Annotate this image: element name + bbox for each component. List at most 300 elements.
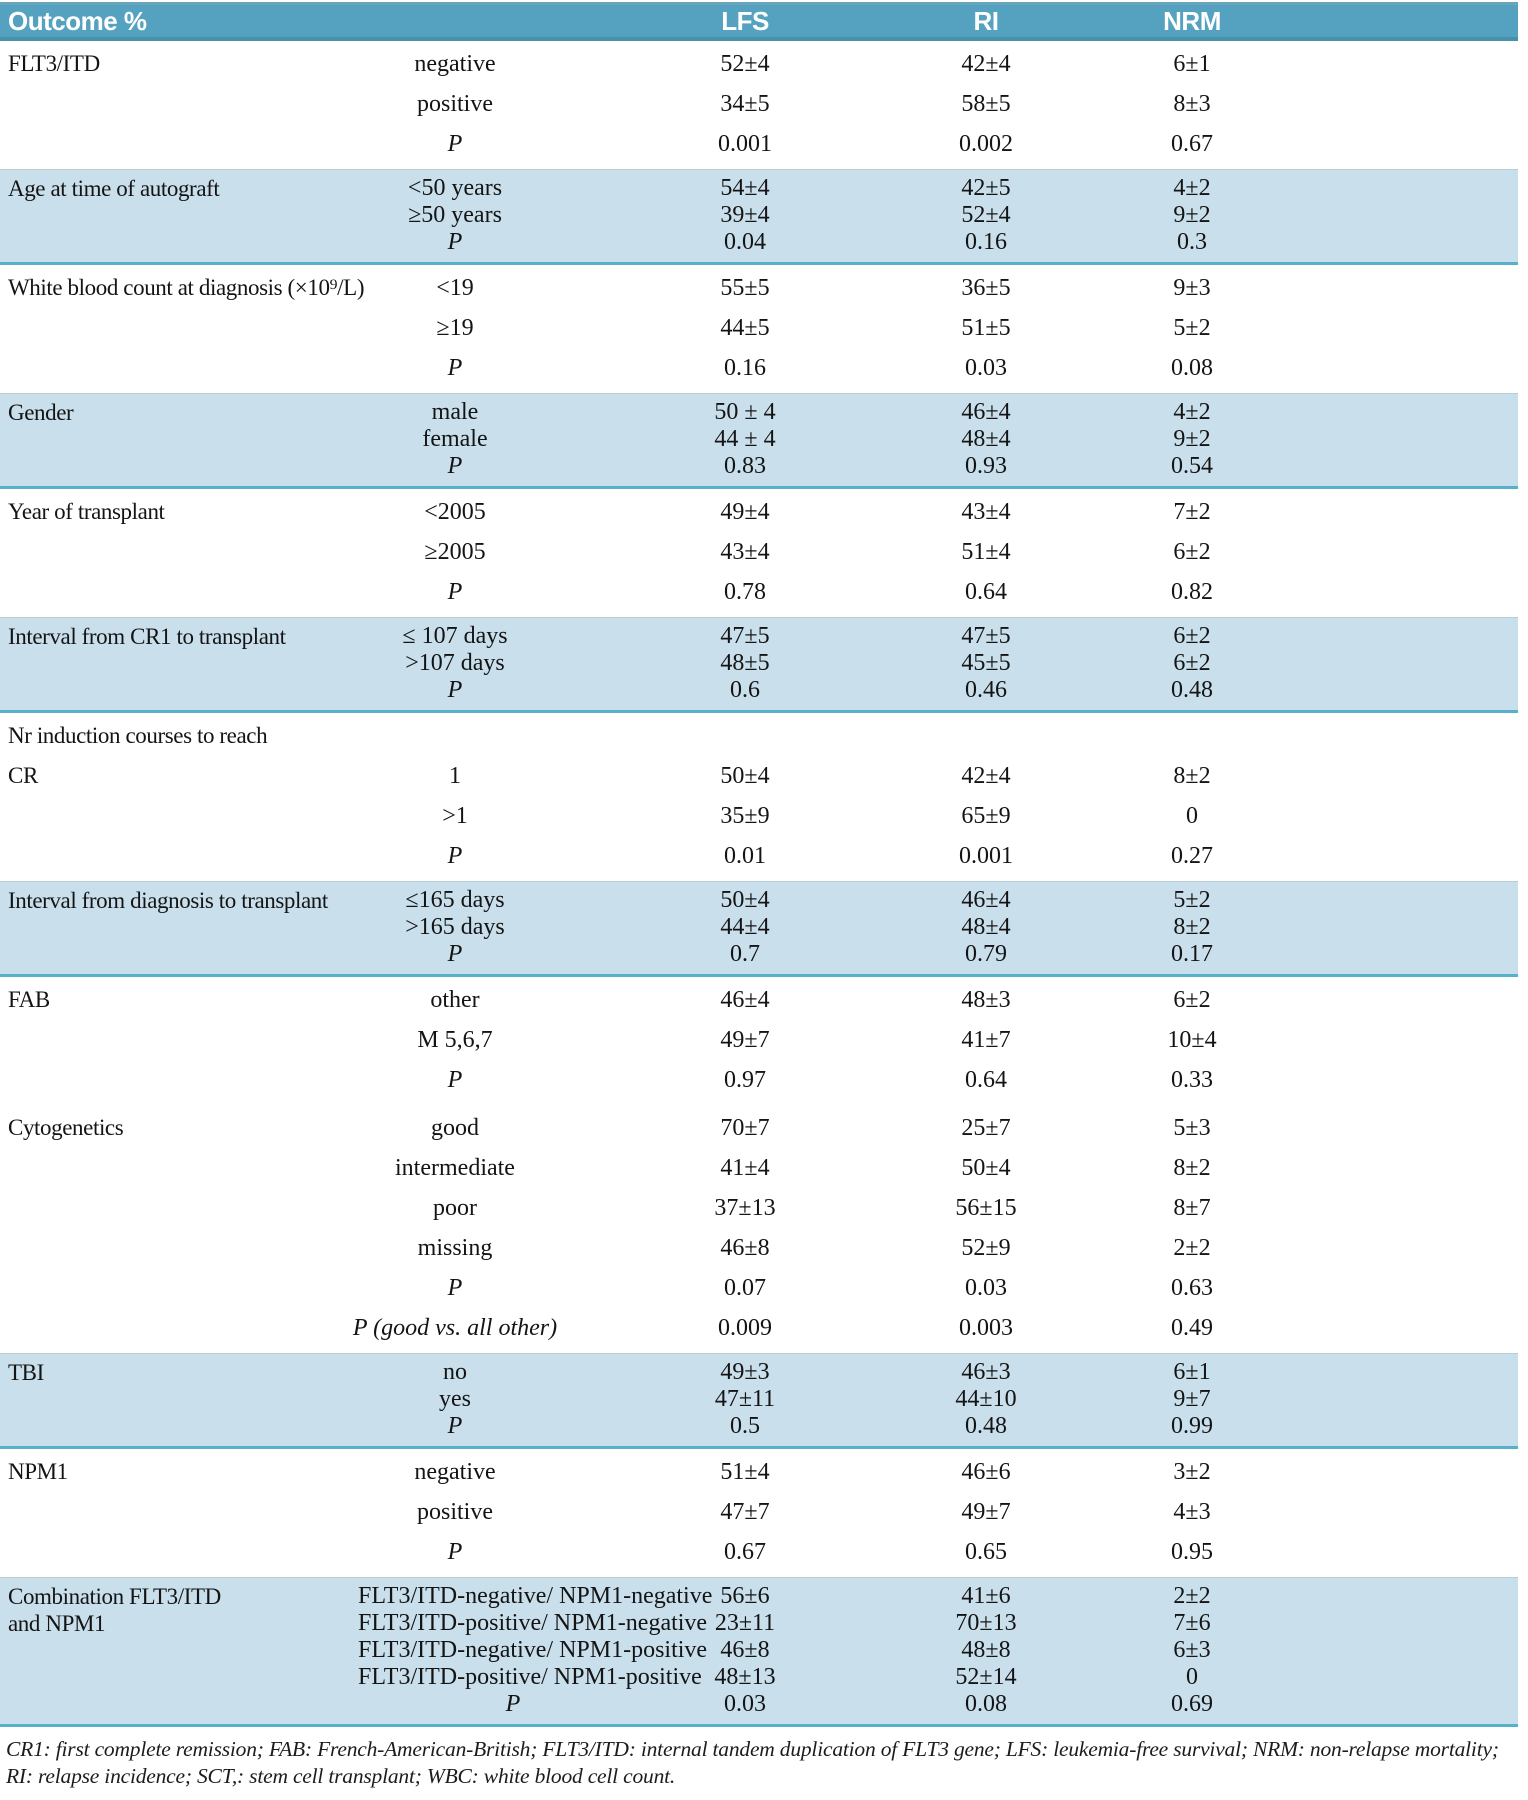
row-category: P — [447, 1275, 463, 1301]
header-lfs: LFS — [721, 6, 769, 36]
row-label — [0, 1060, 300, 1100]
table-row — [0, 1308, 1518, 1348]
row-filler — [1292, 1583, 1518, 1610]
table-row — [0, 84, 1518, 124]
row-filler — [1292, 308, 1518, 348]
lfs-value: 0.6 — [730, 677, 760, 703]
row-label — [0, 1188, 300, 1228]
ri-value: 43±4 — [961, 499, 1011, 525]
row-label: Cytogenetics — [8, 1115, 124, 1140]
table-row — [0, 1691, 1518, 1718]
row-label: Gender — [8, 400, 74, 425]
row-label: and NPM1 — [8, 1611, 106, 1636]
table-row — [0, 623, 1518, 650]
nrm-value: 0.63 — [1171, 1275, 1213, 1301]
lfs-value: 39±4 — [720, 202, 770, 228]
row-category: P (good vs. all other) — [352, 1315, 558, 1341]
nrm-value: 4±2 — [1173, 175, 1211, 201]
ri-value: 65±9 — [961, 803, 1011, 829]
row-label — [0, 1492, 300, 1532]
nrm-value: 9±2 — [1173, 426, 1211, 452]
lfs-value: 0.07 — [724, 1275, 766, 1301]
row-label — [0, 1020, 300, 1060]
nrm-value: 8±2 — [1173, 914, 1211, 940]
row-filler — [1292, 1268, 1518, 1308]
row-label — [0, 202, 300, 229]
row-filler — [1292, 348, 1518, 388]
table-row — [0, 836, 1518, 876]
row-label — [0, 1664, 300, 1691]
row-label — [0, 532, 300, 572]
ri-value: 51±4 — [961, 539, 1011, 565]
lfs-value: 55±5 — [720, 275, 770, 301]
nrm-value: 0.67 — [1171, 131, 1213, 157]
row-label — [0, 572, 300, 612]
nrm-value: 0.49 — [1171, 1315, 1213, 1341]
ri-value: 36±5 — [961, 275, 1011, 301]
nrm-value: 6±2 — [1173, 650, 1211, 676]
row-filler — [1292, 1228, 1518, 1268]
nrm-value: 0 — [1186, 803, 1198, 829]
row-filler — [1292, 716, 1518, 756]
row-label: FAB — [8, 987, 50, 1012]
row-category: P — [447, 1539, 463, 1565]
row-label — [0, 1532, 300, 1572]
row-filler — [1292, 1359, 1518, 1386]
lfs-value: 48±5 — [720, 650, 770, 676]
row-category: ≥19 — [436, 315, 474, 341]
row-filler — [1292, 914, 1518, 941]
row-filler — [1292, 650, 1518, 677]
nrm-value: 0.33 — [1171, 1067, 1213, 1093]
row-label — [0, 1386, 300, 1413]
nrm-value: 3±2 — [1173, 1459, 1211, 1485]
row-filler — [1292, 84, 1518, 124]
table-section — [0, 1449, 1518, 1577]
lfs-value: 50 ± 4 — [714, 399, 776, 425]
ri-value: 46±6 — [961, 1459, 1011, 1485]
table-row — [0, 1228, 1518, 1268]
row-filler — [1292, 44, 1518, 84]
nrm-value: 8±7 — [1173, 1195, 1211, 1221]
row-filler — [1292, 1386, 1518, 1413]
row-label — [0, 426, 300, 453]
row-filler — [1292, 980, 1518, 1020]
row-label: Interval from CR1 to transplant — [8, 624, 286, 649]
table-row — [0, 1268, 1518, 1308]
table-row — [0, 650, 1518, 677]
ri-value: 0.03 — [965, 355, 1007, 381]
row-label — [0, 308, 300, 348]
row-label — [0, 1268, 300, 1308]
nrm-value: 5±2 — [1173, 887, 1211, 913]
lfs-value: 0.03 — [724, 1691, 766, 1717]
lfs-value: 50±4 — [720, 763, 770, 789]
row-filler — [1292, 941, 1518, 968]
row-label — [0, 1228, 300, 1268]
row-label: Age at time of autograft — [8, 176, 220, 201]
table-row — [0, 44, 1518, 84]
lfs-value: 47±7 — [720, 1499, 770, 1525]
row-filler — [1292, 623, 1518, 650]
row-filler — [1292, 1664, 1518, 1691]
row-filler — [1292, 453, 1518, 480]
ri-value: 0.64 — [965, 579, 1007, 605]
row-filler — [1292, 836, 1518, 876]
lfs-value: 0.5 — [730, 1413, 760, 1439]
row-filler — [1292, 1308, 1518, 1348]
row-label — [0, 836, 300, 876]
table-section — [0, 977, 1518, 1105]
row-category: no — [443, 1359, 467, 1385]
row-category: P — [447, 677, 463, 703]
nrm-value: 0.27 — [1171, 843, 1213, 869]
ri-value: 25±7 — [961, 1115, 1011, 1141]
nrm-value: 0.08 — [1171, 355, 1213, 381]
ri-value: 47±5 — [961, 623, 1011, 649]
row-category: P — [447, 1067, 463, 1093]
ri-value: 56±15 — [955, 1195, 1017, 1221]
ri-value: 0.46 — [965, 677, 1007, 703]
row-label — [0, 1691, 300, 1718]
table-footnote: CR1: first complete remission; FAB: French-American-British; FLT3/ITD: internal tandem duplication of FLT3 gene; LFS: leukemia-free survival; NRM: non-relapse mortality; RI: relapse incidence; SCT,: stem cell transplant; WBC: white blood cell count. — [6, 1737, 1499, 1788]
nrm-value: 7±6 — [1173, 1610, 1211, 1636]
table-section — [0, 489, 1518, 617]
row-filler — [1292, 1148, 1518, 1188]
table-row — [0, 1020, 1518, 1060]
row-filler — [1292, 1532, 1518, 1572]
nrm-value — [1092, 716, 1292, 756]
row-label: NPM1 — [8, 1459, 68, 1484]
lfs-value: 0.01 — [724, 843, 766, 869]
row-category: missing — [417, 1235, 493, 1261]
lfs-value: 52±4 — [720, 51, 770, 77]
row-label — [0, 1637, 300, 1664]
row-category: female — [422, 426, 488, 452]
table-row — [0, 1492, 1518, 1532]
row-category: >107 days — [405, 650, 505, 676]
table-row — [0, 1060, 1518, 1100]
row-label — [0, 348, 300, 388]
row-category: FLT3/ITD-positive/ NPM1-negative — [358, 1610, 708, 1636]
row-label — [0, 677, 300, 704]
row-filler — [1292, 677, 1518, 704]
ri-value: 48±8 — [961, 1637, 1011, 1663]
lfs-value: 37±13 — [714, 1195, 776, 1221]
nrm-value: 0.95 — [1171, 1539, 1213, 1565]
row-category: male — [431, 399, 479, 425]
row-filler — [1292, 532, 1518, 572]
ri-value: 0.002 — [959, 131, 1013, 157]
row-category: >1 — [442, 803, 468, 829]
lfs-value: 46±8 — [720, 1235, 770, 1261]
lfs-value: 46±8 — [720, 1637, 770, 1663]
table-row — [0, 1413, 1518, 1440]
row-label: Combination FLT3/ITD — [8, 1584, 221, 1609]
nrm-value: 4±2 — [1173, 399, 1211, 425]
row-filler — [1292, 268, 1518, 308]
table-body — [0, 41, 1518, 1727]
row-filler — [1292, 1020, 1518, 1060]
row-category: ≤165 days — [405, 887, 505, 913]
nrm-value: 8±2 — [1173, 1155, 1211, 1181]
row-filler — [1292, 1452, 1518, 1492]
row-category: intermediate — [395, 1155, 515, 1181]
row-filler — [1292, 124, 1518, 164]
nrm-value: 8±2 — [1173, 763, 1211, 789]
lfs-value: 49±3 — [720, 1359, 770, 1385]
table-row — [0, 229, 1518, 256]
ri-value: 52±14 — [955, 1664, 1017, 1690]
table-row — [0, 980, 1518, 1020]
table-row — [0, 677, 1518, 704]
row-filler — [1292, 1610, 1518, 1637]
nrm-value: 2±2 — [1173, 1235, 1211, 1261]
ri-value: 0.003 — [959, 1315, 1013, 1341]
ri-value: 0.001 — [959, 843, 1013, 869]
table-row — [0, 1532, 1518, 1572]
row-category: ≥2005 — [424, 539, 486, 565]
row-filler — [1292, 1108, 1518, 1148]
outcomes-table — [0, 2, 1518, 1790]
nrm-value: 7±2 — [1173, 499, 1211, 525]
table-row — [0, 1664, 1518, 1691]
row-category: FLT3/ITD-positive/ NPM1-positive — [358, 1664, 702, 1690]
lfs-value: 50±4 — [720, 887, 770, 913]
nrm-value: 6±2 — [1173, 539, 1211, 565]
lfs-value: 0.67 — [724, 1539, 766, 1565]
row-label — [0, 941, 300, 968]
ri-value: 46±4 — [961, 887, 1011, 913]
row-category: <19 — [436, 275, 474, 301]
ri-value: 52±4 — [961, 202, 1011, 228]
lfs-value: 44 ± 4 — [714, 426, 776, 452]
ri-value: 0.93 — [965, 453, 1007, 479]
table-row — [0, 1637, 1518, 1664]
row-category: negative — [414, 51, 496, 77]
header-spacer — [300, 5, 610, 37]
ri-value: 41±7 — [961, 1027, 1011, 1053]
lfs-value: 49±4 — [720, 499, 770, 525]
header-row — [0, 5, 1518, 37]
row-label — [0, 1148, 300, 1188]
nrm-value: 6±2 — [1173, 987, 1211, 1013]
row-category: poor — [433, 1195, 477, 1221]
header-nrm: NRM — [1163, 6, 1221, 36]
ri-value: 0.16 — [965, 229, 1007, 255]
row-category: good — [431, 1115, 479, 1141]
nrm-value: 6±3 — [1173, 1637, 1211, 1663]
row-category: other — [430, 987, 480, 1013]
table-row — [0, 572, 1518, 612]
ri-value: 41±6 — [961, 1583, 1011, 1609]
row-label: Nr induction courses to reach — [8, 723, 268, 748]
lfs-value: 44±4 — [720, 914, 770, 940]
ri-value: 52±9 — [961, 1235, 1011, 1261]
table-section — [0, 41, 1518, 169]
table-row — [0, 492, 1518, 532]
lfs-value: 23±11 — [714, 1610, 776, 1636]
ri-value: 0.64 — [965, 1067, 1007, 1093]
table-row — [0, 1583, 1518, 1610]
table-row — [0, 175, 1518, 202]
table-section — [0, 1577, 1518, 1727]
nrm-value: 9±2 — [1173, 202, 1211, 228]
row-filler — [1292, 1492, 1518, 1532]
table-section — [0, 169, 1518, 265]
ri-value: 46±4 — [961, 399, 1011, 425]
row-label — [0, 124, 300, 164]
ri-value: 51±5 — [961, 315, 1011, 341]
lfs-value: 0.78 — [724, 579, 766, 605]
nrm-value: 9±3 — [1173, 275, 1211, 301]
table-section — [0, 265, 1518, 393]
lfs-value: 0.001 — [718, 131, 772, 157]
row-category: positive — [417, 1499, 493, 1525]
ri-value: 70±13 — [955, 1610, 1017, 1636]
row-filler — [1292, 202, 1518, 229]
nrm-value: 0.82 — [1171, 579, 1213, 605]
lfs-value: 0.16 — [724, 355, 766, 381]
table-row — [0, 453, 1518, 480]
ri-value: 50±4 — [961, 1155, 1011, 1181]
row-category: P — [447, 131, 463, 157]
table-row — [0, 1610, 1518, 1637]
table-row — [0, 399, 1518, 426]
lfs-value: 0.04 — [724, 229, 766, 255]
lfs-value: 0.97 — [724, 1067, 766, 1093]
row-filler — [1292, 1637, 1518, 1664]
ri-value: 48±3 — [961, 987, 1011, 1013]
row-filler — [1292, 796, 1518, 836]
table-row — [0, 1359, 1518, 1386]
table-row — [0, 532, 1518, 572]
table-section — [0, 881, 1518, 977]
row-filler — [1292, 492, 1518, 532]
row-filler — [1292, 1060, 1518, 1100]
lfs-value: 0.83 — [724, 453, 766, 479]
ri-value: 0.08 — [965, 1691, 1007, 1717]
table-section — [0, 1353, 1518, 1449]
nrm-value: 5±2 — [1173, 315, 1211, 341]
row-category: ≥50 years — [408, 202, 502, 228]
row-category: M 5,6,7 — [417, 1027, 493, 1053]
nrm-value: 6±2 — [1173, 623, 1211, 649]
lfs-value: 35±9 — [720, 803, 770, 829]
row-category: P — [505, 1691, 521, 1717]
table-section — [0, 713, 1518, 881]
nrm-value: 0.17 — [1171, 941, 1213, 967]
ri-value: 58±5 — [961, 91, 1011, 117]
table-row — [0, 887, 1518, 914]
table-row — [0, 268, 1518, 308]
table-row — [0, 426, 1518, 453]
lfs-value: 0.009 — [718, 1315, 772, 1341]
row-category — [300, 716, 610, 756]
row-filler — [1292, 756, 1518, 796]
nrm-value: 0.3 — [1177, 229, 1207, 255]
ri-value: 48±4 — [961, 914, 1011, 940]
row-label: CR — [8, 763, 38, 788]
row-label — [0, 453, 300, 480]
lfs-value: 46±4 — [720, 987, 770, 1013]
lfs-value: 48±13 — [714, 1664, 776, 1690]
table-row — [0, 1108, 1518, 1148]
table-row — [0, 1188, 1518, 1228]
row-category: P — [447, 229, 463, 255]
nrm-value: 8±3 — [1173, 91, 1211, 117]
row-label: TBI — [8, 1360, 44, 1385]
row-filler — [1292, 1188, 1518, 1228]
row-filler — [1292, 229, 1518, 256]
row-label: White blood count at diagnosis (×10⁹/L) — [8, 275, 365, 300]
ri-value: 46±3 — [961, 1359, 1011, 1385]
table-row — [0, 796, 1518, 836]
nrm-value: 9±7 — [1173, 1386, 1211, 1412]
row-category: FLT3/ITD-negative/ NPM1-negative — [358, 1583, 713, 1609]
ri-value — [880, 716, 1092, 756]
row-category: negative — [414, 1459, 496, 1485]
table-section — [0, 393, 1518, 489]
table-section — [0, 617, 1518, 713]
row-filler — [1292, 426, 1518, 453]
row-label: Interval from diagnosis to transplant — [8, 888, 328, 913]
table-row — [0, 308, 1518, 348]
lfs-value: 34±5 — [720, 91, 770, 117]
ri-value: 48±4 — [961, 426, 1011, 452]
row-label: Year of transplant — [8, 499, 165, 524]
row-label — [0, 914, 300, 941]
row-category: P — [447, 941, 463, 967]
ri-value: 45±5 — [961, 650, 1011, 676]
lfs-value: 47±11 — [714, 1386, 776, 1412]
lfs-value: 70±7 — [720, 1115, 770, 1141]
row-filler — [1292, 399, 1518, 426]
row-category: >165 days — [405, 914, 505, 940]
row-category: P — [447, 579, 463, 605]
table-row — [0, 716, 1518, 756]
ri-value: 42±4 — [961, 51, 1011, 77]
row-category: FLT3/ITD-negative/ NPM1-positive — [358, 1637, 708, 1663]
row-filler — [1292, 887, 1518, 914]
ri-value: 0.79 — [965, 941, 1007, 967]
row-category: yes — [439, 1386, 471, 1412]
lfs-value: 54±4 — [720, 175, 770, 201]
row-label — [0, 796, 300, 836]
row-filler — [1292, 572, 1518, 612]
ri-value: 42±4 — [961, 763, 1011, 789]
header-filler — [1292, 5, 1518, 37]
ri-value: 0.48 — [965, 1413, 1007, 1439]
table-row — [0, 914, 1518, 941]
ri-value: 44±10 — [955, 1386, 1017, 1412]
row-filler — [1292, 175, 1518, 202]
table-row — [0, 756, 1518, 796]
header-outcome: Outcome % — [8, 6, 147, 36]
lfs-value: 43±4 — [720, 539, 770, 565]
table-row — [0, 124, 1518, 164]
row-category: P — [447, 1413, 463, 1439]
row-category: <50 years — [407, 175, 503, 201]
row-label — [0, 1413, 300, 1440]
lfs-value: 0.7 — [730, 941, 760, 967]
nrm-value: 0.48 — [1171, 677, 1213, 703]
nrm-value: 6±1 — [1173, 1359, 1211, 1385]
lfs-value: 44±5 — [720, 315, 770, 341]
nrm-value: 5±3 — [1173, 1115, 1211, 1141]
table-row — [0, 1148, 1518, 1188]
row-label — [0, 229, 300, 256]
